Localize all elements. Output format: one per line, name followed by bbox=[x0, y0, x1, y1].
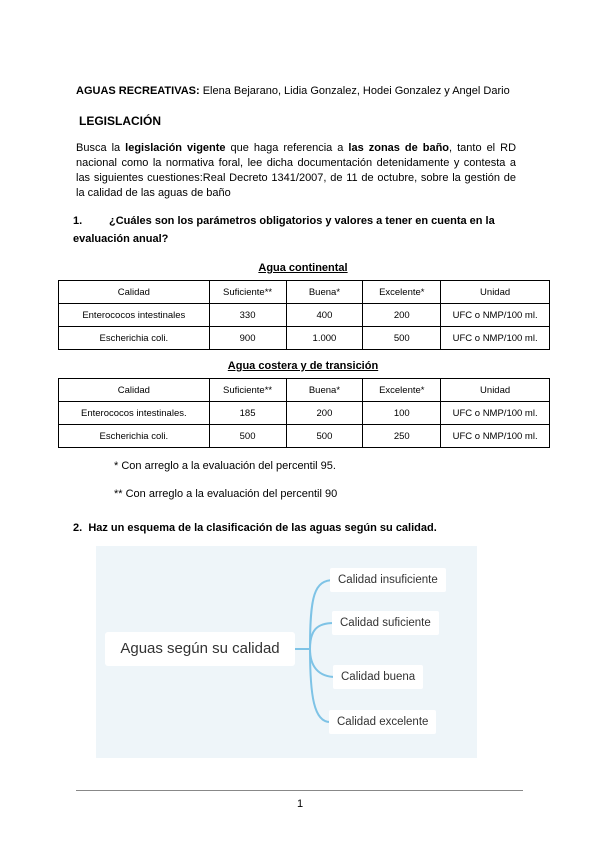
footer-divider bbox=[76, 790, 523, 791]
table-cell: Enterococos intestinales. bbox=[59, 402, 210, 425]
header-cell: Suficiente** bbox=[209, 379, 286, 402]
table-row bbox=[59, 425, 550, 448]
table-cell: 500 bbox=[363, 327, 441, 350]
table-cell: 500 bbox=[209, 425, 286, 448]
table-header-row bbox=[59, 281, 550, 304]
page-number: 1 bbox=[296, 798, 304, 810]
header-cell: Unidad bbox=[441, 281, 550, 304]
table-agua-continental bbox=[58, 280, 550, 350]
header-title: AGUAS RECREATIVAS: bbox=[76, 85, 200, 97]
header-cell: Buena* bbox=[286, 379, 363, 402]
intro-text-1: Busca la bbox=[76, 142, 126, 154]
header-cell: Calidad bbox=[59, 281, 210, 304]
table-cell: 250 bbox=[363, 425, 441, 448]
mindmap-branch-buena: Calidad buena bbox=[333, 665, 423, 689]
intro-bold-1: legislación vigente bbox=[125, 142, 226, 154]
question-2 bbox=[73, 519, 437, 537]
table-cell: Escherichia coli. bbox=[59, 425, 210, 448]
header-cell: Excelente* bbox=[363, 379, 441, 402]
table-1-caption: Agua continental bbox=[258, 262, 348, 274]
header-cell: Excelente* bbox=[363, 281, 441, 304]
question-1-text: ¿Cuáles son los parámetros obligatorios y valores a tener en cuenta en la evaluación anual? bbox=[73, 215, 495, 245]
table-cell: 330 bbox=[209, 304, 286, 327]
header-authors: Elena Bejarano, Lidia Gonzalez, Hodei Gonzalez y Angel Dario bbox=[202, 85, 510, 97]
header-cell: Buena* bbox=[286, 281, 363, 304]
table-header-row bbox=[59, 379, 550, 402]
table-cell: 200 bbox=[363, 304, 441, 327]
table-cell: 200 bbox=[286, 402, 363, 425]
note-percentil-95: * Con arreglo a la evaluación del percentil 95. bbox=[114, 460, 336, 472]
question-1-number: 1. bbox=[73, 215, 83, 227]
table-cell: 500 bbox=[286, 425, 363, 448]
intro-text-3: , tanto el RD nacional como la normativa foral, lee dicha documentación detenidamente y contesta a las siguientes cuestiones:Real Decreto 1341/2007, de 11 de octubre, sobre la gestión de la calidad de las aguas de baño bbox=[76, 142, 517, 199]
table-row bbox=[59, 327, 550, 350]
question-2-number: 2. bbox=[73, 522, 83, 534]
table-cell: UFC o NMP/100 ml. bbox=[441, 402, 550, 425]
intro-bold-2: las zonas de baño bbox=[348, 142, 450, 154]
intro-text-2: que haga referencia a bbox=[225, 142, 349, 154]
connector-excelente bbox=[310, 649, 330, 722]
header-cell: Unidad bbox=[441, 379, 550, 402]
table-cell: Enterococos intestinales bbox=[59, 304, 210, 327]
document-header bbox=[76, 85, 510, 97]
mindmap-lines bbox=[295, 580, 336, 722]
table-cell: 100 bbox=[363, 402, 441, 425]
mindmap-diagram bbox=[96, 546, 477, 758]
connector-suficiente bbox=[310, 623, 334, 649]
question-2-text: Haz un esquema de la clasificación de las aguas según su calidad. bbox=[88, 522, 437, 534]
question-1 bbox=[73, 212, 523, 248]
mindmap-central-node: Aguas según su calidad bbox=[105, 632, 295, 666]
section-title: LEGISLACIÓN bbox=[79, 114, 162, 128]
header-cell: Suficiente** bbox=[209, 281, 286, 304]
table-cell: Escherichia coli. bbox=[59, 327, 210, 350]
table-2-caption: Agua costera y de transición bbox=[227, 360, 379, 372]
table-cell: UFC o NMP/100 ml. bbox=[441, 425, 550, 448]
table-row bbox=[59, 402, 550, 425]
mindmap-branch-suficiente: Calidad suficiente bbox=[332, 611, 439, 635]
note-percentil-90: ** Con arreglo a la evaluación del percentil 90 bbox=[114, 488, 338, 500]
table-cell: UFC o NMP/100 ml. bbox=[441, 327, 550, 350]
table-cell: 400 bbox=[286, 304, 363, 327]
header-cell: Calidad bbox=[59, 379, 210, 402]
mindmap-branch-excelente: Calidad excelente bbox=[329, 710, 436, 734]
table-cell: UFC o NMP/100 ml. bbox=[441, 304, 550, 327]
intro-paragraph bbox=[76, 141, 516, 201]
table-agua-costera bbox=[58, 378, 550, 448]
table-row bbox=[59, 304, 550, 327]
table-cell: 185 bbox=[209, 402, 286, 425]
table-cell: 1.000 bbox=[286, 327, 363, 350]
table-cell: 900 bbox=[209, 327, 286, 350]
mindmap-branch-insuficiente: Calidad insuficiente bbox=[330, 568, 446, 592]
